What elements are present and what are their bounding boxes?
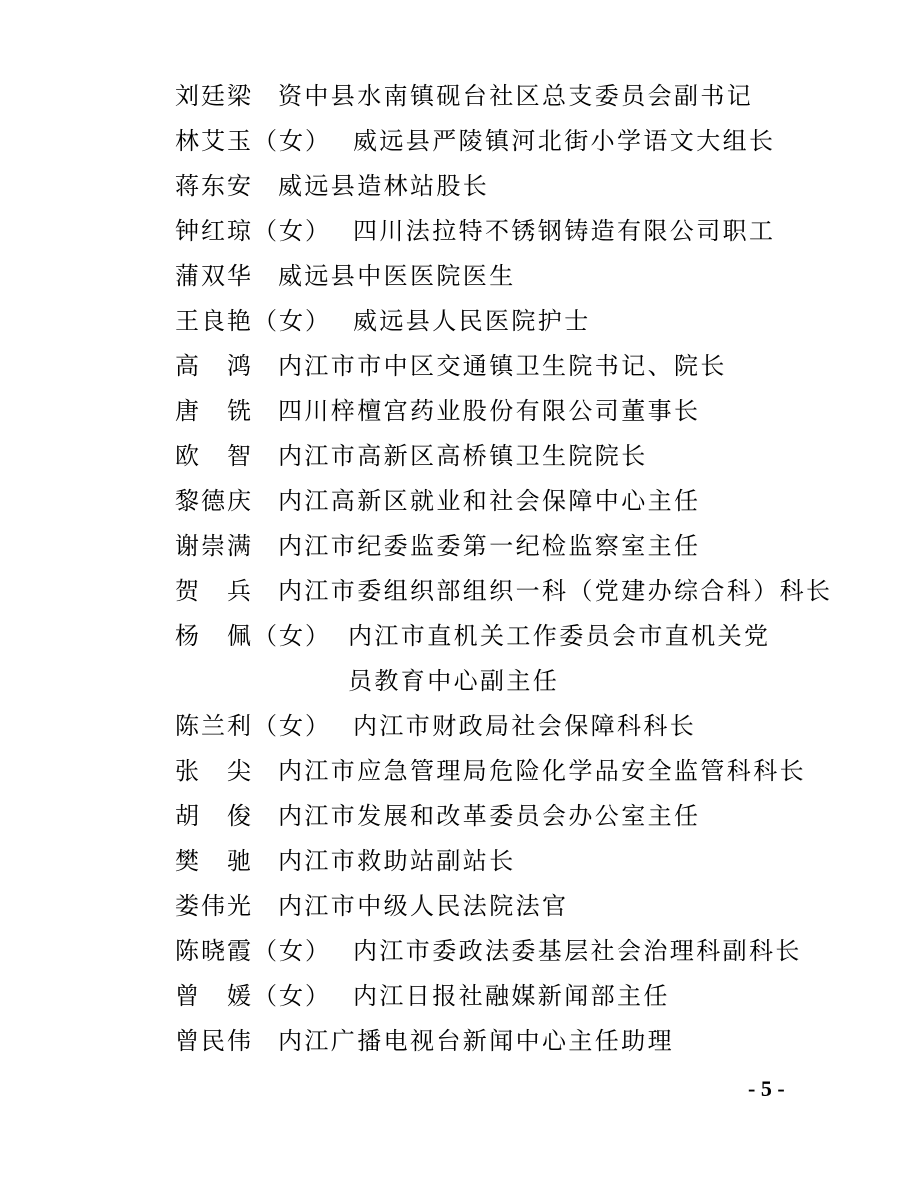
person-name: 刘廷梁 <box>175 82 253 110</box>
person-name: 樊 驰 <box>175 847 253 875</box>
list-item <box>175 929 815 974</box>
page-number: - 5 - <box>748 1076 785 1101</box>
person-name: 欧 智 <box>175 442 253 470</box>
honoree-list <box>175 74 833 1064</box>
person-title: 内江市发展和改革委员会办公室主任 <box>278 802 701 830</box>
list-item <box>175 569 833 614</box>
person-name: 王良艳（女） <box>175 307 331 335</box>
person-name: 林艾玉（女） <box>175 127 331 155</box>
person-name: 高 鸿 <box>175 352 253 380</box>
list-item <box>175 344 815 389</box>
person-title: 威远县中医医院医生 <box>278 262 516 290</box>
person-title: 内江市中级人民法院法官 <box>278 892 569 920</box>
person-title: 威远县人民医院护士 <box>353 307 591 335</box>
list-item <box>175 434 815 479</box>
list-item <box>175 884 815 929</box>
person-name: 蒲双华 <box>175 262 253 290</box>
person-title: 内江市直机关工作委员会市直机关党员教育中心副主任 <box>348 622 771 695</box>
person-name: 娄伟光 <box>175 892 253 920</box>
person-title: 内江市委组织部组织一科（党建办综合科）科长 <box>278 577 833 605</box>
person-name: 陈晓霞（女） <box>175 937 331 965</box>
list-item <box>175 749 815 794</box>
list-item <box>175 839 815 884</box>
person-name: 曾民伟 <box>175 1027 253 1055</box>
person-title: 内江高新区就业和社会保障中心主任 <box>278 487 701 515</box>
person-name: 曾 媛（女） <box>175 982 331 1010</box>
list-item <box>175 164 815 209</box>
person-title: 内江日报社融媒新闻部主任 <box>353 982 670 1010</box>
person-name: 杨 佩（女） <box>175 622 331 650</box>
person-title: 四川梓檀宫药业股份有限公司董事长 <box>278 397 701 425</box>
person-name: 陈兰利（女） <box>175 712 331 740</box>
person-name: 钟红琼（女） <box>175 217 331 245</box>
person-title: 内江市高新区高桥镇卫生院院长 <box>278 442 648 470</box>
person-title: 威远县严陵镇河北街小学语文大组长 <box>353 127 776 155</box>
person-title: 内江市市中区交通镇卫生院书记、院长 <box>278 352 727 380</box>
person-title: 四川法拉特不锈钢铸造有限公司职工 <box>353 217 776 245</box>
list-item <box>175 614 815 704</box>
person-title: 内江广播电视台新闻中心主任助理 <box>278 1027 674 1055</box>
person-name: 贺 兵 <box>175 577 253 605</box>
list-item <box>175 254 815 299</box>
list-item <box>175 704 815 749</box>
list-item <box>175 119 815 164</box>
list-item <box>175 74 815 119</box>
person-title: 内江市纪委监委第一纪检监察室主任 <box>278 532 701 560</box>
list-item <box>175 299 815 344</box>
person-title: 资中县水南镇砚台社区总支委员会副书记 <box>278 82 754 110</box>
list-item <box>175 974 815 1019</box>
person-name: 张 尖 <box>175 757 253 785</box>
person-name: 胡 俊 <box>175 802 253 830</box>
person-name: 黎德庆 <box>175 487 253 515</box>
person-title: 内江市财政局社会保障科科长 <box>353 712 697 740</box>
person-title: 威远县造林站股长 <box>278 172 490 200</box>
person-title: 内江市应急管理局危险化学品安全监管科科长 <box>278 757 806 785</box>
list-item <box>175 524 815 569</box>
person-title: 内江市救助站副站长 <box>278 847 516 875</box>
list-item <box>175 209 815 254</box>
person-name: 唐 铣 <box>175 397 253 425</box>
person-name: 蒋东安 <box>175 172 253 200</box>
list-item <box>175 479 815 524</box>
list-item <box>175 1019 815 1064</box>
person-name: 谢崇满 <box>175 532 253 560</box>
list-item <box>175 794 815 839</box>
person-title: 内江市委政法委基层社会治理科副科长 <box>353 937 802 965</box>
list-item <box>175 389 815 434</box>
